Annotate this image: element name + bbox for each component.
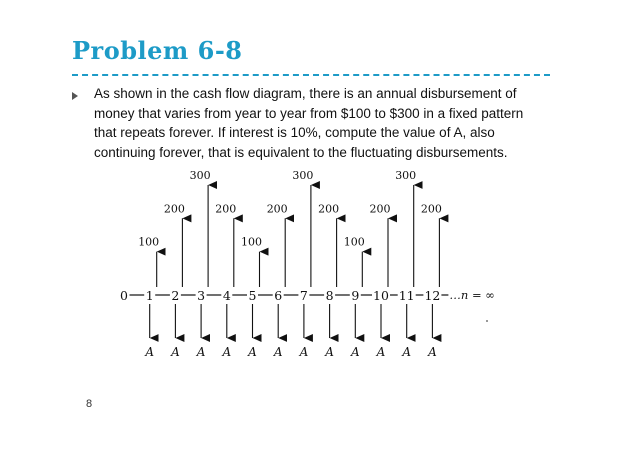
flow-amount-label: 100 bbox=[138, 235, 160, 249]
period-label: 4 bbox=[222, 288, 231, 303]
uniform-amount-label: A bbox=[145, 345, 155, 359]
period-label: 1 bbox=[145, 288, 154, 303]
period-label: 3 bbox=[197, 288, 206, 303]
flow-amount-label: 200 bbox=[420, 202, 442, 216]
period-label: 11 bbox=[398, 288, 415, 303]
flow-amount-label: 300 bbox=[395, 169, 417, 182]
period-label: 10 bbox=[373, 288, 389, 303]
uniform-amount-label: A bbox=[350, 345, 360, 359]
period-label: 0 bbox=[120, 288, 128, 303]
period-label: 12 bbox=[424, 288, 441, 303]
flow-amount-label: 200 bbox=[369, 202, 391, 216]
slide-title: Problem 6-8 bbox=[72, 36, 243, 65]
uniform-amount-label: A bbox=[325, 345, 334, 359]
flow-amount-label: 200 bbox=[318, 202, 340, 216]
period-label: 5 bbox=[248, 288, 257, 303]
uniform-amount-label: A bbox=[222, 345, 232, 359]
uniform-amount-label: A bbox=[428, 345, 437, 359]
horizon-label: …n = ∞ bbox=[449, 288, 495, 302]
period-label: 8 bbox=[325, 288, 334, 303]
statement-line: money that varies from year to year from $100 to $300 in a fixed pattern bbox=[94, 105, 524, 121]
statement-line: continuing forever, that is equivalent to the fluctuating disbursements. bbox=[94, 144, 508, 160]
flow-amount-label: 200 bbox=[266, 202, 288, 216]
period-label: 2 bbox=[171, 288, 180, 303]
flow-amount-label: 100 bbox=[241, 235, 262, 249]
uniform-amount-label: A bbox=[248, 345, 257, 359]
uniform-amount-label: A bbox=[196, 345, 206, 359]
flow-amount-label: 300 bbox=[292, 169, 314, 182]
page-number: 8 bbox=[86, 398, 93, 410]
period-label: 7 bbox=[299, 288, 308, 303]
period-label: 9 bbox=[351, 288, 360, 303]
uniform-amount-label: A bbox=[273, 345, 283, 359]
uniform-amount-label: A bbox=[299, 345, 309, 359]
statement-line: As shown in the cash flow diagram, there is an annual disbursement of bbox=[94, 86, 517, 101]
flow-amount-label: 100 bbox=[343, 235, 365, 249]
uniform-amount-label: A bbox=[171, 345, 180, 359]
period-label: 6 bbox=[274, 288, 283, 303]
uniform-amount-label: A bbox=[402, 345, 412, 359]
flow-amount-label: 300 bbox=[189, 169, 211, 182]
uniform-amount-label: A bbox=[376, 345, 386, 359]
statement-line: that repeats forever. If interest is 10%, compute the value of A, also bbox=[94, 125, 495, 140]
flow-amount-label: 200 bbox=[215, 202, 237, 216]
flow-amount-label: 200 bbox=[163, 202, 185, 216]
